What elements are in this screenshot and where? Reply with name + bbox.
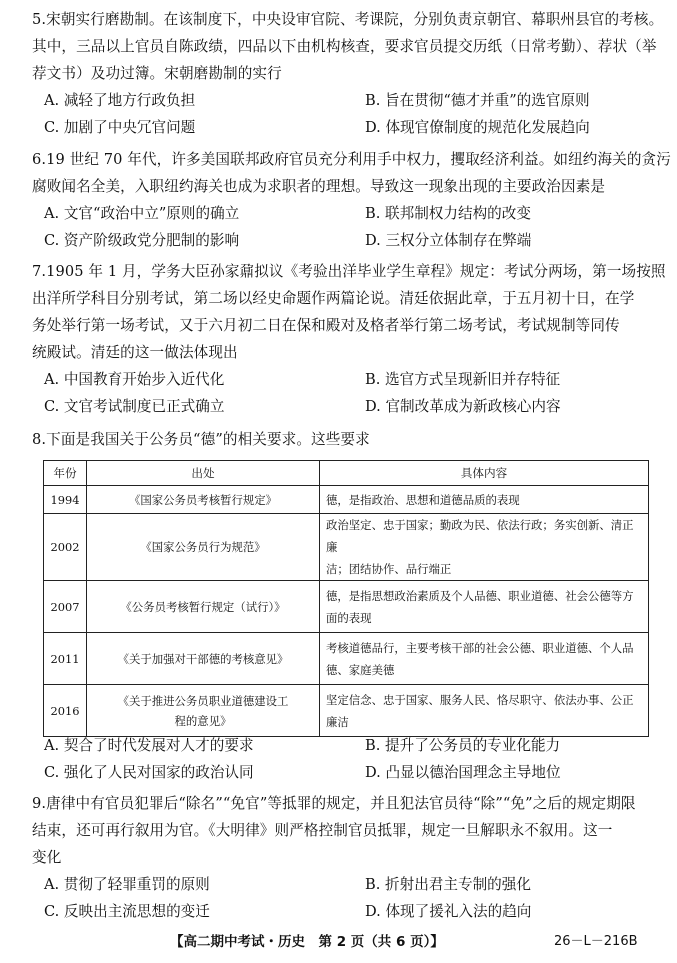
question-5-option-d[interactable]: D. 体现官僚制度的规范化发展趋向	[365, 119, 590, 136]
question-9	[32, 790, 662, 925]
table-row	[44, 486, 649, 514]
question-5-option-b[interactable]: B. 旨在贯彻“德才并重”的选官原则	[365, 92, 590, 109]
question-6-options-row-2	[32, 227, 662, 254]
row-source-line: 《关于加强对干部德的考核意见》	[117, 651, 289, 666]
question-9-option-b[interactable]: B. 折射出君主专制的强化	[365, 876, 531, 893]
question-8-option-b[interactable]: B. 提升了公务员的专业化能力	[365, 737, 561, 754]
question-8-options-row-2	[32, 759, 662, 786]
table-row	[44, 685, 649, 737]
question-7-line-3: 务处举行第一场考试，又于六月初二日在保和殿对及格者举行第二场考试，考试规制等同传	[32, 317, 620, 334]
question-7-option-c[interactable]: C. 文官考试制度已正式确立	[44, 398, 225, 415]
question-5-line-3: 荐文书）及功过簿。宋朝磨勘制的实行	[32, 65, 282, 82]
question-8-option-c[interactable]: C. 强化了人民对国家的政治认同	[44, 764, 254, 781]
row-source	[87, 581, 320, 633]
row-year: 2016	[44, 685, 87, 737]
row-source	[87, 685, 320, 737]
question-6-options-row-1	[32, 200, 662, 227]
question-9-option-c[interactable]: C. 反映出主流思想的变迁	[44, 903, 210, 920]
question-7-line-2: 出洋所学科目分别考试，第二场以经史命题作两篇论说。清廷依据此章，于五月初十日，在学	[32, 290, 635, 307]
row-source-line: 《国家公务员行为规范》	[140, 540, 266, 554]
row-source-line: 《公务员考核暂行规定（试行）》	[120, 599, 286, 614]
question-8	[32, 426, 662, 453]
header-source: 出处	[87, 461, 320, 486]
row-source-line: 《国家公务员考核暂行规定》	[128, 492, 278, 507]
question-8-option-a[interactable]: A. 契合了时代发展对人才的要求	[44, 737, 254, 754]
question-6-option-d[interactable]: D. 三权分立体制存在弊端	[365, 232, 532, 249]
row-content	[320, 486, 649, 514]
requirements-table	[43, 460, 649, 737]
question-8-option-d[interactable]: D. 凸显以德治国理念主导地位	[365, 764, 561, 781]
page-footer	[0, 930, 677, 954]
row-source-line: 《关于推进公务员职业道德建设工	[117, 693, 289, 708]
row-content-line: 洁；团结协作、品行端正	[326, 562, 452, 576]
footer-code: 26－L－216B	[554, 934, 638, 949]
question-6-option-b[interactable]: B. 联邦制权力结构的改变	[365, 205, 531, 222]
row-content-line: 考核道德品行，主要考核干部的社会公德、职业道德、个人品	[326, 640, 634, 655]
question-7-line-4: 统殿试。清廷的这一做法体现出	[32, 344, 238, 361]
question-7	[32, 258, 666, 420]
row-content-line: 面的表现	[326, 610, 372, 625]
question-9-option-a[interactable]: A. 贯彻了轻罪重罚的原则	[44, 876, 210, 893]
question-6-line-2: 腐败闻名全美，入职纽约海关也成为求职者的理想。导致这一现象出现的主要政治因素是	[32, 178, 606, 195]
question-5-option-c[interactable]: C. 加剧了中央冗官问题	[44, 119, 196, 136]
row-content	[320, 581, 649, 633]
row-content-line: 德、家庭美德	[326, 662, 395, 677]
row-content	[320, 685, 649, 737]
row-year: 2007	[44, 581, 87, 633]
question-5-line-2: 其中，三品以上官员自陈政绩，四品以下由机构核查，要求官员提交历纸（日常考勤）、荐状（举	[32, 38, 657, 55]
row-source	[87, 514, 320, 581]
question-8-options	[32, 732, 662, 786]
row-content-line: 政治坚定、忠于国家；勤政为民、依法行政；务实创新、清正廉	[326, 518, 634, 554]
question-8-line-1: 8.下面是我国关于公务员“德”的相关要求。这些要求	[32, 431, 370, 448]
question-7-options-row-1	[32, 366, 662, 393]
question-5-line-1: 5.宋朝实行磨勘制。在该制度下，中央设审官院、考课院，分别负责京朝官、幕职州县官的考核。	[32, 11, 664, 28]
question-5-options-row-2	[32, 114, 662, 141]
row-content-line: 廉洁	[326, 714, 349, 729]
question-6	[32, 146, 671, 254]
row-year: 2002	[44, 514, 87, 581]
header-content: 具体内容	[320, 461, 649, 486]
question-7-option-a[interactable]: A. 中国教育开始步入近代化	[44, 371, 225, 388]
table-row	[44, 633, 649, 685]
question-7-options-row-2	[32, 393, 662, 420]
question-9-line-2: 结束，还可再行叙用为官。《大明律》则严格控制官员抵罪，规定一旦解职永不叙用。这一	[32, 822, 613, 839]
question-8-options-row-1	[32, 732, 662, 759]
question-6-option-c[interactable]: C. 资产阶级政党分肥制的影响	[44, 232, 240, 249]
row-content-line: 德，是指政治、思想和道德品质的表现	[326, 492, 520, 507]
question-9-line-3: 变化	[32, 849, 62, 866]
question-6-line-1: 6.19 世纪 70 年代，许多美国联邦政府官员充分利用手中权力，攫取经济利益。如纽约海关的贪污	[32, 151, 671, 168]
question-9-options-row-1	[32, 871, 662, 898]
question-9-option-d[interactable]: D. 体现了援礼入法的趋向	[365, 903, 532, 920]
question-9-line-1: 9.唐律中有官员犯罪后“除名”“免官”等抵罪的规定，并且犯法官员待“除”“免”之后的规定期限	[32, 795, 636, 812]
row-source	[87, 486, 320, 514]
question-6-option-a[interactable]: A. 文官“政治中立”原则的确立	[44, 205, 240, 222]
row-source-line: 程的意见》	[174, 713, 232, 728]
question-5-option-a[interactable]: A. 减轻了地方行政负担	[44, 92, 196, 109]
row-content	[320, 514, 649, 581]
question-7-line-1: 7.1905 年 1 月，学务大臣孙家鼐拟议《考验出洋毕业学生章程》规定：考试分两场，第一场按照	[32, 263, 666, 280]
row-year: 1994	[44, 486, 87, 514]
header-year: 年份	[44, 461, 87, 486]
question-9-options-row-2	[32, 898, 662, 925]
question-7-option-b[interactable]: B. 选官方式呈现新旧并存特征	[365, 371, 561, 388]
question-5-options-row-1	[32, 87, 662, 114]
question-5	[32, 6, 662, 141]
row-content-line: 德，是指思想政治素质及个人品德、职业道德、社会公德等方	[326, 588, 634, 603]
footer-title: 【高二期中考试・历史 第 2 页（共 6 页）】	[170, 934, 444, 950]
row-source	[87, 633, 320, 685]
row-content	[320, 633, 649, 685]
question-7-option-d[interactable]: D. 官制改革成为新政核心内容	[365, 398, 561, 415]
table-row	[44, 581, 649, 633]
row-content-line: 坚定信念、忠于国家、服务人民、恪尽职守、依法办事、公正	[326, 692, 634, 707]
row-year: 2011	[44, 633, 87, 685]
table-row	[44, 514, 649, 581]
table-header-row	[44, 461, 649, 486]
